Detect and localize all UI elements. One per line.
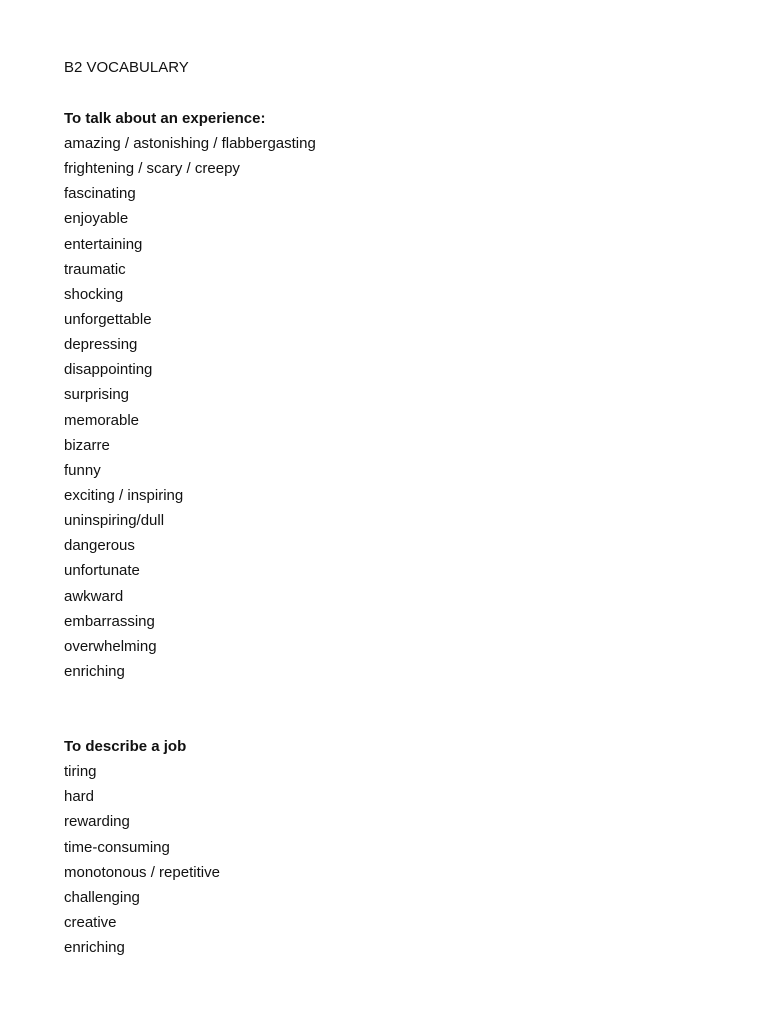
- list-item: bizarre: [64, 436, 110, 454]
- list-item: disappointing: [64, 361, 153, 379]
- section-heading-experience: To talk about an experience:: [64, 110, 266, 127]
- list-item: unfortunate: [64, 562, 140, 580]
- word-list-experience: [64, 131, 724, 684]
- list-item: entertaining: [64, 235, 143, 253]
- list-item: exciting / inspiring: [64, 486, 184, 504]
- list-item: uninspiring/dull: [64, 512, 165, 530]
- list-item: funny: [64, 461, 101, 479]
- document-title: B2 VOCABULARY: [64, 59, 189, 76]
- list-item: challenging: [64, 888, 140, 906]
- list-item: depressing: [64, 336, 138, 354]
- list-item: awkward: [64, 587, 124, 605]
- list-item: surprising: [64, 386, 130, 404]
- section-experience: [64, 106, 724, 684]
- list-item: shocking: [64, 285, 124, 303]
- list-item: frightening / scary / creepy: [64, 160, 240, 178]
- list-item: hard: [64, 788, 95, 806]
- list-item: amazing / astonishing / flabbergasting: [64, 135, 316, 152]
- section-job: [64, 734, 724, 960]
- list-item: enjoyable: [64, 210, 129, 228]
- list-item: monotonous / repetitive: [64, 863, 220, 881]
- document-page: [64, 58, 724, 960]
- list-item: enriching: [64, 662, 125, 680]
- list-item: creative: [64, 913, 117, 931]
- list-item: embarrassing: [64, 612, 155, 630]
- list-item: time-consuming: [64, 838, 170, 856]
- list-item: unforgettable: [64, 310, 152, 328]
- list-item: fascinating: [64, 185, 136, 203]
- word-list-job: [64, 759, 724, 960]
- list-item: dangerous: [64, 537, 135, 555]
- list-item: rewarding: [64, 813, 130, 831]
- list-item: traumatic: [64, 260, 126, 278]
- list-item: overwhelming: [64, 637, 157, 655]
- list-item: memorable: [64, 411, 140, 429]
- list-item: tiring: [64, 763, 97, 781]
- section-heading-job: To describe a job: [64, 738, 187, 756]
- list-item: enriching: [64, 939, 125, 957]
